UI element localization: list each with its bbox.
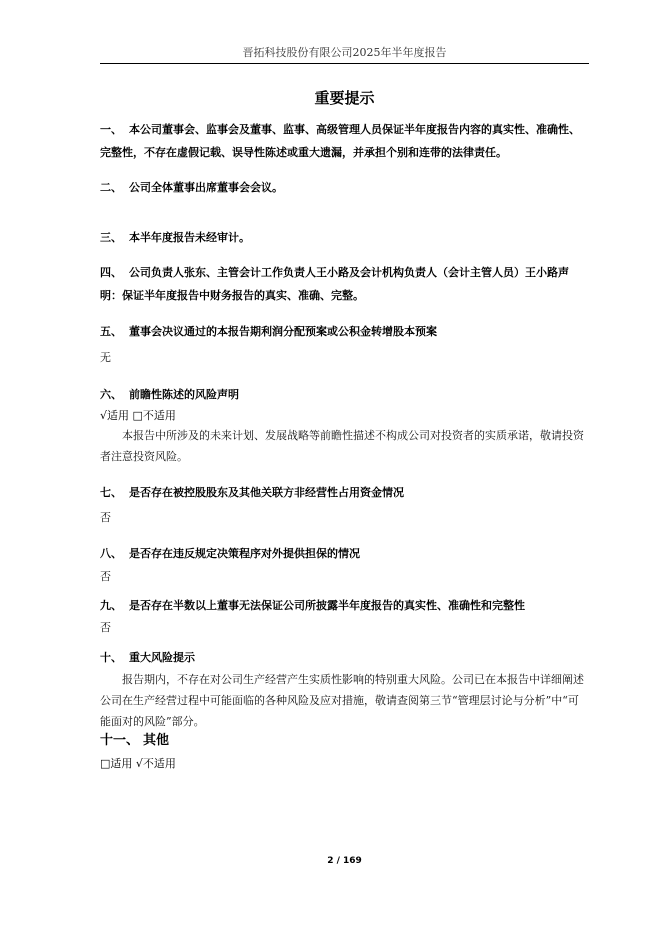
section-text: 本公司董事会、监事会及董事、监事、高级管理人员保证半年度报告内容的真实性、准确性、完整性，不存在虚假记载、误导性陈述或重大遗漏，并承担个别和连带的法律责任。 <box>100 123 580 159</box>
section-text: 董事会决议通过的本报告期利润分配预案或公积金转增股本预案 <box>129 325 437 338</box>
section-text: 公司全体董事出席董事会会议。 <box>129 181 283 194</box>
section-text: 其他 <box>143 733 170 748</box>
section-10-body: 报告期内，不存在对公司生产经营产生实质性影响的特别重大风险。公司已在本报告中详细阐述公司在生产经营过程中可能面临的各种风险及应对措施，敬请查阅第三节“管理层讨论与分析”中“可能面对的风险”部分。 <box>100 673 584 728</box>
section-11-heading <box>100 729 589 752</box>
header-divider <box>100 63 589 64</box>
section-number: 九、 <box>100 599 122 612</box>
section-text: 前瞻性陈述的风险声明 <box>129 388 239 401</box>
section-8-body: 否 <box>100 570 111 583</box>
section-7-heading <box>100 481 589 504</box>
section-text: 本半年度报告未经审计。 <box>129 231 250 244</box>
section-1-heading <box>100 118 589 164</box>
section-number: 八、 <box>100 547 122 560</box>
section-8-heading <box>100 542 589 565</box>
section-6-body: 本报告中所涉及的未来计划、发展战略等前瞻性描述不构成公司对投资者的实质承诺，敬请投资者注意投资风险。 <box>100 429 584 463</box>
page-header: 晋拓科技股份有限公司2025年半年度报告 <box>242 46 447 59</box>
page-number: 2 / 169 <box>327 856 362 866</box>
section-6-applicability: √适用 □不适用 <box>100 409 176 422</box>
section-3-heading <box>100 226 589 249</box>
section-6-heading <box>100 383 589 406</box>
section-2-heading <box>100 176 589 199</box>
section-number: 三、 <box>100 231 122 244</box>
section-text: 重大风险提示 <box>129 651 195 664</box>
section-5-body: 无 <box>100 351 111 364</box>
section-number: 六、 <box>100 388 122 401</box>
section-text: 是否存在半数以上董事无法保证公司所披露半年度报告的真实性、准确性和完整性 <box>129 599 525 612</box>
section-number: 一、 <box>100 123 122 136</box>
section-text: 是否存在被控股股东及其他关联方非经营性占用资金情况 <box>129 486 404 499</box>
section-number: 十、 <box>100 651 122 664</box>
section-10-heading <box>100 646 589 669</box>
section-number: 七、 <box>100 486 122 499</box>
section-text: 是否存在违反规定决策程序对外提供担保的情况 <box>129 547 360 560</box>
section-number: 十一、 <box>100 733 140 748</box>
section-number: 五、 <box>100 325 122 338</box>
section-number: 二、 <box>100 181 122 194</box>
section-9-heading <box>100 594 589 617</box>
page-title: 重要提示 <box>314 89 375 107</box>
section-5-heading <box>100 320 589 343</box>
section-7-body: 否 <box>100 511 111 524</box>
section-number: 四、 <box>100 266 122 279</box>
section-text: 公司负责人张东、主管会计工作负责人王小路及会计机构负责人（会计主管人员）王小路声明：保证半年度报告中财务报告的真实、准确、完整。 <box>100 266 569 302</box>
section-4-heading <box>100 261 589 307</box>
section-11-applicability: □适用 √不适用 <box>100 757 176 770</box>
section-9-body: 否 <box>100 621 111 634</box>
